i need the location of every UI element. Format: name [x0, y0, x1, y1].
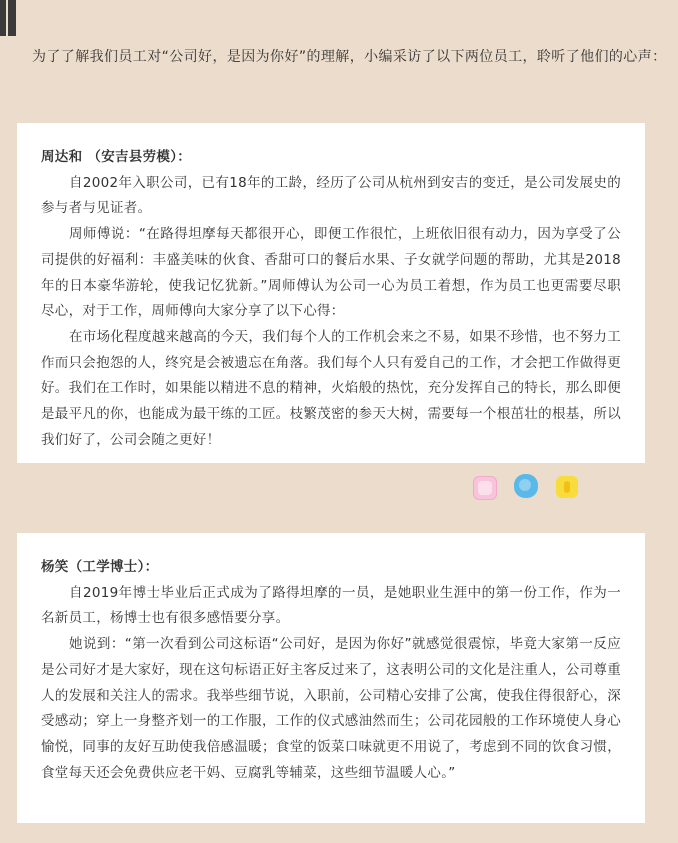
card-title: 杨笑（工学博士）：	[41, 559, 159, 575]
pink-square-icon	[473, 476, 497, 500]
card-paragraph: 她说到：“第一次看到公司这标语“公司好，是因为你好”就感觉很震惊，毕竟大家第一反应是公司好才是大家好，现在这句标语正好主客反过来了，这表明公司的文化是注重人，公司尊重人的发展和关注人的需求。我举些细节说，入职前，公司精心安排了公寓，使我住得很舒心，深受感动；穿上一身整齐划一的工作服，工作的仪式感油然而生；公司花园般的工作环境使人身心愉悦，同事的友好互助使我倍感温暖；食堂的饭菜口味就更不用说了，考虑到不同的饮食习惯，食堂每天还会免费供应老干妈、豆腐乳等辅菜，这些细节温暖人心。”	[41, 636, 621, 781]
blue-circle-inner	[519, 479, 531, 491]
interview-card-yang	[17, 533, 645, 823]
card-paragraph: 在市场化程度越来越高的今天，我们每个人的工作机会来之不易，如果不珍惜，也不努力工作而只会抱怨的人，终究是会被遗忘在角落。我们每个人只有爱自己的工作，才会把工作做得更好。我们在工作时，如果能以精进不息的精神，火焰般的热忱，充分发挥自己的特长，那么即便是最平凡的你，也能成为最干练的工匠。枝繁茂密的参天大树，需要每一个根茁壮的根基，所以我们好了，公司会随之更好！	[41, 328, 621, 448]
card-paragraph: 自2019年博士毕业后正式成为了路得坦摩的一员，是她职业生涯中的第一份工作，作为一名新员工，杨博士也有很多感悟要分享。	[41, 584, 621, 627]
intro-paragraph: 为了了解我们员工对“公司好，是因为你好”的理解，小编采访了以下两位员工，聆听了他们的心声：	[32, 49, 667, 65]
interview-card-zhou	[17, 123, 645, 463]
yellow-square-icon	[556, 476, 578, 498]
heading-accent-bar	[0, 0, 18, 36]
pink-square-inner	[478, 481, 492, 495]
card-paragraph: 周师傅说：“在路得坦摩每天都很开心，即便工作很忙，上班依旧很有动力，因为享受了公司提供的好福利：丰盛美味的伙食、香甜可口的餐后水果、子女就学问题的帮助，尤其是2018年的日本豪华游轮，使我记忆犹新。”周师傅认为公司一心为员工着想，作为员工也更需要尽职尽心，对于工作，周师傅向大家分享了以下心得：	[41, 226, 621, 320]
blue-circle-icon	[514, 474, 538, 498]
card-paragraph: 自2002年入职公司，已有18年的工龄，经历了公司从杭州到安吉的变迁，是公司发展史的参与者与见证者。	[41, 174, 621, 217]
accent-bar-dark	[0, 0, 6, 36]
accent-bar-light	[8, 0, 16, 36]
yellow-square-inner	[564, 481, 570, 493]
card-title: 周达和 （安吉县劳模）：	[41, 149, 192, 165]
